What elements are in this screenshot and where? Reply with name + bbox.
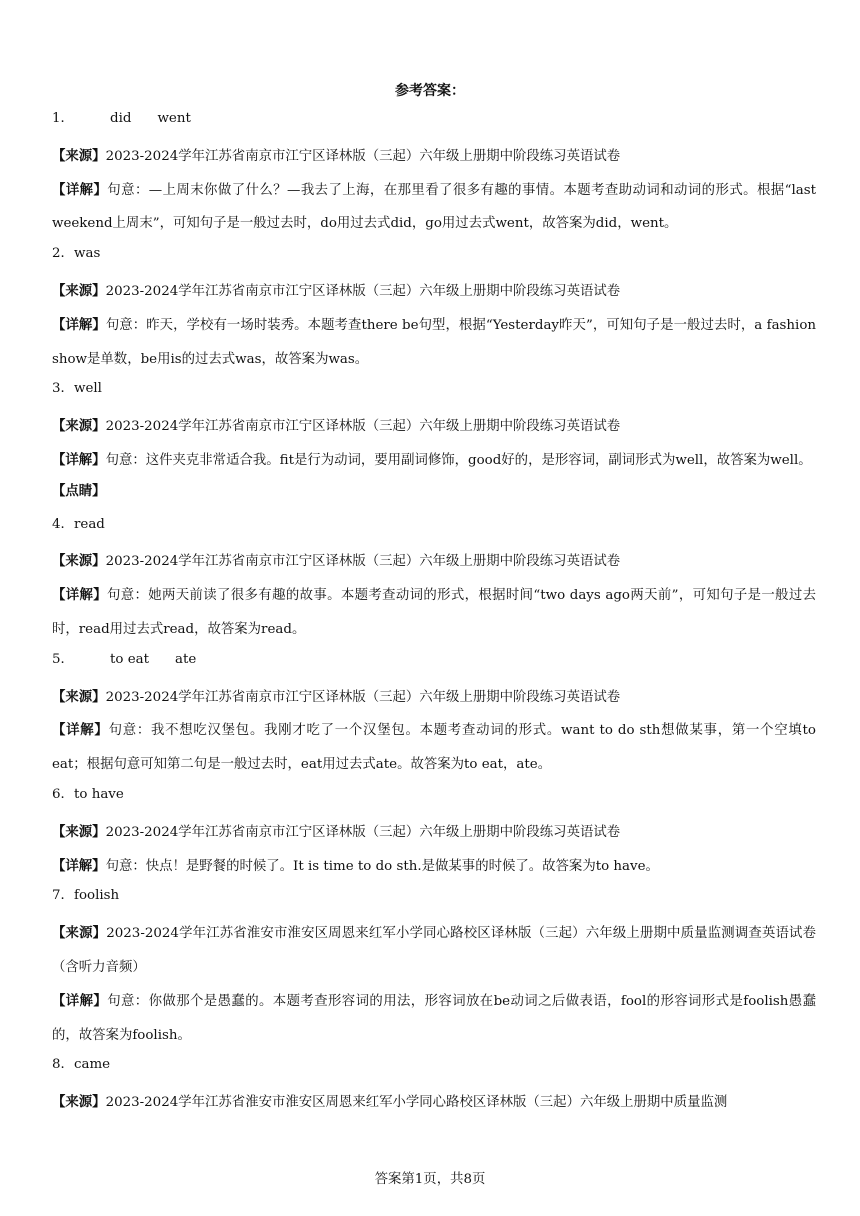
answer-line (52, 241, 816, 275)
source-text: 2023-2024学年江苏省淮安市淮安区周恩来红军小学同心路校区译林版（三起）六年级上册期中质量监测 (105, 1095, 728, 1111)
source-label: 【来源】 (52, 925, 107, 942)
answer-line (52, 782, 816, 816)
detail-text: 句意：—上周末你做了什么？—我去了上海，在那里看了很多有趣的事情。本题考查助动词和动词的形式。根据“last weekend上周末”，可知句子是一般过去时，do用过去式did，go用过去式went，故答案为did，went。 (52, 182, 816, 232)
source-line (52, 816, 816, 850)
detail-text: 句意：这件夹克非常适合我。fit是行为动词，要用副词修饰，good好的，是形容词，副词形式为well，故答案为well。 (105, 452, 812, 468)
answer-line (52, 1052, 816, 1086)
answer-text: well (74, 381, 102, 397)
answer-text: to have (74, 786, 124, 802)
source-line (52, 545, 816, 579)
detail-line (52, 579, 816, 647)
page-footer: 答案第1页，共8页 (374, 1172, 486, 1187)
source-line (52, 275, 816, 309)
question-number: 7． (52, 888, 74, 904)
detail-text: 句意：昨天，学校有一场时装秀。本题考查there be句型，根据“Yesterday昨天”，可知句子是一般过去时，a fashion show是单数，be用is的过去式was，故答案为was。 (52, 317, 817, 367)
source-line (52, 410, 816, 444)
detail-line (52, 309, 816, 377)
detail-line (52, 985, 816, 1053)
source-line (52, 1086, 816, 1120)
detail-text: 句意：我不想吃汉堡包。我刚才吃了一个汉堡包。本题考查动词的形式。want to do sth想做某事，第一个空填to eat；根据句意可知第二句是一般过去时，eat用过去式ate。故答案为to eat，ate。 (52, 723, 816, 773)
detail-label: 【详解】 (52, 857, 106, 874)
source-label: 【来源】 (52, 282, 106, 299)
note-line (52, 478, 816, 512)
question-number: 5． (52, 651, 74, 667)
detail-line (52, 174, 816, 242)
detail-text: 句意：快点！是野餐的时候了。It is time to do sth.是做某事的时候了。故答案为to have。 (105, 858, 659, 874)
answer-text: ate (175, 651, 197, 667)
source-label: 【来源】 (52, 823, 106, 840)
answer-text: went (157, 111, 191, 126)
answer-item (52, 883, 816, 1052)
detail-label: 【详解】 (52, 587, 108, 604)
answer-text: foolish (74, 888, 120, 904)
note-label: 【点睛】 (52, 482, 106, 499)
answer-item (52, 512, 816, 647)
answer-line (52, 512, 816, 546)
answer-item (52, 241, 816, 376)
detail-text: 句意：你做那个是愚蠢的。本题考查形容词的用法，形容词放在be动词之后做表语，fool的形容词形式是foolish愚蠢的，故答案为foolish。 (52, 993, 817, 1043)
answer-item (52, 106, 816, 241)
source-line (52, 917, 816, 985)
detail-line (52, 714, 816, 782)
answer-item (52, 647, 816, 782)
answer-item (52, 1052, 816, 1120)
answer-text: to eat (110, 651, 149, 667)
answer-text: read (74, 516, 105, 532)
detail-label: 【详解】 (52, 451, 106, 468)
answer-line (52, 376, 816, 410)
source-label: 【来源】 (52, 688, 106, 705)
page-title: 参考答案： (395, 83, 465, 99)
answer-item (52, 782, 816, 883)
question-number: 6． (52, 786, 74, 802)
detail-label: 【详解】 (52, 181, 108, 198)
source-text: 2023-2024学年江苏省南京市江宁区译林版（三起）六年级上册期中阶段练习英语试卷 (105, 419, 621, 435)
answer-list (52, 106, 816, 1120)
source-line (52, 681, 816, 715)
detail-label: 【详解】 (52, 316, 106, 333)
source-label: 【来源】 (52, 418, 106, 435)
detail-label: 【详解】 (52, 722, 109, 739)
source-text: 2023-2024学年江苏省南京市江宁区译林版（三起）六年级上册期中阶段练习英语试卷 (105, 689, 621, 705)
source-label: 【来源】 (52, 147, 106, 164)
source-text: 2023-2024学年江苏省南京市江宁区译林版（三起）六年级上册期中阶段练习英语试卷 (105, 824, 621, 840)
question-number: 3． (52, 381, 74, 397)
question-number: 4． (52, 516, 74, 532)
question-number: 1． (52, 111, 74, 126)
source-text: 2023-2024学年江苏省南京市江宁区译林版（三起）六年级上册期中阶段练习英语试卷 (105, 148, 621, 164)
answer-line (52, 883, 816, 917)
source-text: 2023-2024学年江苏省南京市江宁区译林版（三起）六年级上册期中阶段练习英语试卷 (105, 283, 621, 299)
question-number: 8． (52, 1057, 74, 1073)
detail-text: 句意：她两天前读了很多有趣的故事。本题考查动词的形式，根据时间“two days ago两天前”，可知句子是一般过去时，read用过去式read，故答案为read。 (52, 588, 816, 637)
answer-line (52, 106, 816, 140)
question-number: 2． (52, 246, 74, 262)
detail-label: 【详解】 (52, 992, 108, 1009)
detail-line (52, 850, 816, 884)
source-label: 【来源】 (52, 1094, 106, 1111)
answer-item (52, 376, 816, 511)
detail-line (52, 444, 816, 478)
answer-text: did (110, 111, 132, 126)
source-line (52, 140, 816, 174)
answer-text: was (74, 246, 101, 262)
source-label: 【来源】 (52, 553, 106, 570)
source-text: 2023-2024学年江苏省南京市江宁区译林版（三起）六年级上册期中阶段练习英语试卷 (105, 554, 621, 570)
source-text: 2023-2024学年江苏省淮安市淮安区周恩来红军小学同心路校区译林版（三起）六年级上册期中质量监测调查英语试卷（含听力音频） (52, 926, 817, 975)
answer-line (52, 647, 816, 681)
answer-text: came (74, 1057, 111, 1073)
